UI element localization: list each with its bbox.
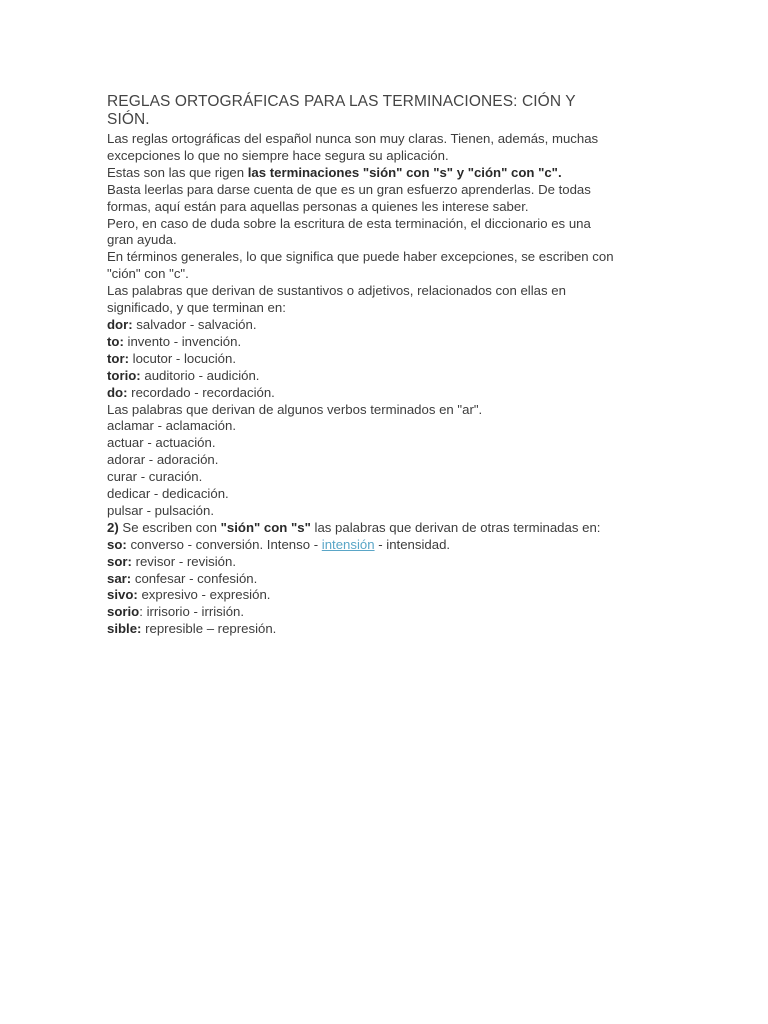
suffix-label: so: xyxy=(107,536,127,552)
rule-line xyxy=(107,571,677,588)
rule-line xyxy=(107,317,677,334)
suffix-label: sar: xyxy=(107,570,132,586)
example-text: salvador - salvación. xyxy=(132,316,257,332)
paragraph-line: Pero, en caso de duda sobre la escritura de esta terminación, el diccionario es una xyxy=(107,215,591,231)
rule-line xyxy=(107,537,677,554)
suffix-label: sorio xyxy=(107,604,140,620)
suffix-label: to: xyxy=(107,333,124,349)
example-text: recordado - recordación. xyxy=(127,384,275,400)
title-line: REGLAS ORTOGRÁFICAS PARA LAS TERMINACIONES: CIÓN Y xyxy=(107,93,576,110)
paragraph-line xyxy=(107,165,677,182)
paragraph-line: Las palabras que derivan de sustantivos o adjetivos, relacionados con ellas en xyxy=(107,283,566,299)
bold-text: las terminaciones "sión" con "s" y "ción" con "c". xyxy=(247,164,562,180)
rule-line xyxy=(107,368,677,385)
rule-line xyxy=(107,351,677,368)
rule-line xyxy=(107,554,677,571)
suffix-label: sible: xyxy=(107,621,142,637)
document-title xyxy=(107,93,677,129)
document-body xyxy=(107,93,677,638)
example-text: confesar - confesión. xyxy=(131,570,258,586)
line-text: las palabras que derivan de otras terminadas en: xyxy=(310,519,601,535)
example-line: curar - curación. xyxy=(107,469,203,485)
example-text: locutor - locución. xyxy=(128,350,236,366)
paragraph-line: formas, aquí están para aquellas personas a quienes les interese saber. xyxy=(107,198,529,214)
example-text: auditorio - audición. xyxy=(140,367,260,383)
example-line: adorar - adoración. xyxy=(107,452,219,468)
paragraph-line: gran ayuda. xyxy=(107,232,177,248)
rule-line xyxy=(107,587,677,604)
paragraph-line: Basta leerlas para darse cuenta de que es un gran esfuerzo aprenderlas. De todas xyxy=(107,181,591,197)
example-text: invento - invención. xyxy=(123,333,242,349)
suffix-label: tor: xyxy=(107,350,129,366)
example-text: expresivo - expresión. xyxy=(137,587,271,603)
rule-number: 2) xyxy=(107,519,119,535)
suffix-label: sivo: xyxy=(107,587,138,603)
example-line: actuar - actuación. xyxy=(107,435,216,451)
rule-heading-line xyxy=(107,520,677,537)
example-line: pulsar - pulsación. xyxy=(107,502,215,518)
intension-link[interactable]: intensión xyxy=(321,536,375,552)
suffix-label: sor: xyxy=(107,553,132,569)
example-text: represible – represión. xyxy=(141,621,277,637)
suffix-label: do: xyxy=(107,384,128,400)
example-text: converso - conversión. Intenso - xyxy=(126,536,322,552)
paragraph-line: Las reglas ortográficas del español nunca son muy claras. Tienen, además, muchas xyxy=(107,131,599,146)
rule-line xyxy=(107,604,677,621)
bold-text: "sión" con "s" xyxy=(220,519,311,535)
example-line: aclamar - aclamación. xyxy=(107,418,236,434)
example-text: : irrisorio - irrisión. xyxy=(139,604,245,620)
line-text: Se escriben con xyxy=(118,519,221,535)
suffix-label: torio: xyxy=(107,367,141,383)
example-line: dedicar - dedicación. xyxy=(107,486,229,502)
paragraph-line: En términos generales, lo que significa que puede haber excepciones, se escriben con xyxy=(107,249,614,265)
rule-line xyxy=(107,334,677,351)
line-text: Estas son las que rigen xyxy=(107,164,248,180)
rule-line xyxy=(107,621,677,638)
paragraph-line: excepciones lo que no siempre hace segura su aplicación. xyxy=(107,147,449,163)
paragraph-line: Las palabras que derivan de algunos verbos terminados en "ar". xyxy=(107,401,483,417)
rule-line xyxy=(107,385,677,402)
example-text: - intensidad. xyxy=(374,536,451,552)
paragraph-line: significado, y que terminan en: xyxy=(107,300,286,316)
suffix-label: dor: xyxy=(107,316,133,332)
example-text: revisor - revisión. xyxy=(131,553,236,569)
paragraph-line: "ción" con "c". xyxy=(107,266,189,282)
title-line: SIÓN. xyxy=(107,111,150,128)
